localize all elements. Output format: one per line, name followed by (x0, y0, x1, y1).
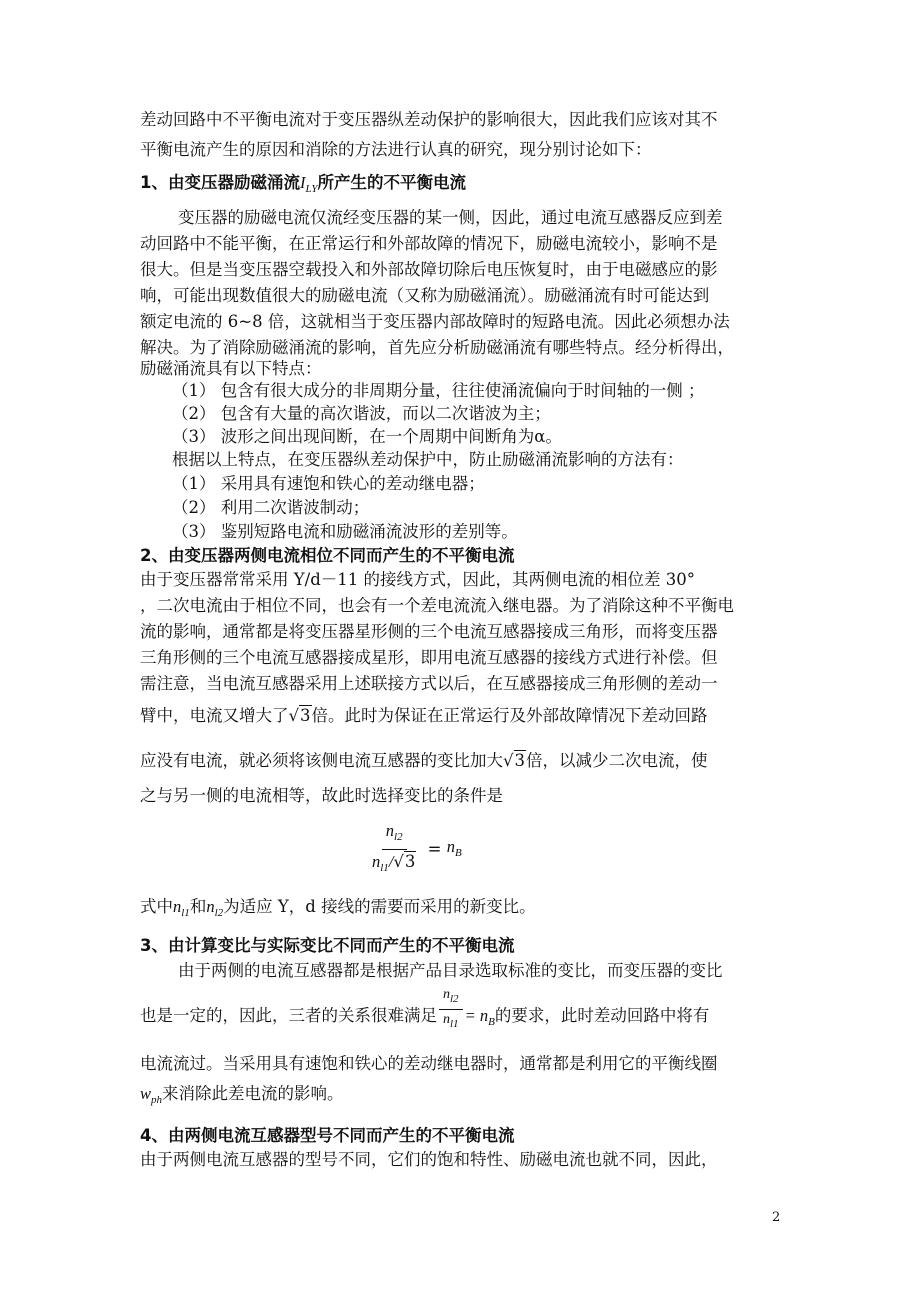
section-1-para-line: 很大。但是当变压器空载投入和外部故障切除后电压恢复时，由于电磁感应的影 (140, 260, 718, 279)
variable-note: 式中$n_{l1}$和$n_{l2}$为适应 Y，d 接线的需要而采用的新变比。 (140, 897, 536, 919)
sqrt-3: √3 (288, 706, 311, 725)
section-1-para-line: 额定电流的 6~8 倍，这就相当于变压器内部故障时的短路电流。因此必须想办法 (140, 312, 730, 331)
section-1-para-line: 解决。为了消除励磁涌流的影响，首先应分析励磁涌流有哪些特点。经分析得出， (140, 338, 734, 357)
section-1-para-line: 动回路中不能平衡，在正常运行和外部故障的情况下，励磁电流较小，影响不是 (140, 234, 718, 253)
page-number: 2 (772, 1210, 781, 1225)
feature-item-2: （2） 包含有大量的高次谐波，而以二次谐波为主； (172, 404, 551, 423)
section-1-heading: 1、由变压器励磁涌流$I_{LY}$所产生的不平衡电流 (140, 173, 466, 195)
section-2-para-line: ，二次电流由于相位不同，也会有一个差电流流入继电器。为了消除这种不平衡电 (140, 596, 734, 615)
section-1-para-line: 响，可能出现数值很大的励磁电流（又称为励磁涌流）。励磁涌流有时可能达到 (140, 286, 710, 305)
section-4-para-line: 由于两侧电流互感器的型号不同，它们的饱和特性、励磁电流也就不同，因此， (140, 1150, 718, 1169)
section-2-para-line: 需注意，当电流互感器采用上述联接方式以后，在互感器接成三角形侧的差动一 (140, 674, 718, 693)
section-2-heading: 2、由变压器两侧电流相位不同而产生的不平衡电流 (140, 546, 515, 565)
section-3-para-line: 电流流过。当采用具有速饱和铁心的差动继电器时，通常都是利用它的平衡线圈 (140, 1054, 718, 1073)
method-item-2: （2） 利用二次谐波制动； (172, 498, 370, 517)
section-2-para-line: 应没有电流，就必须将该侧电流互感器的变比加大√3倍，以减少二次电流，使 (140, 751, 708, 770)
section-3-heading: 3、由计算变比与实际变比不同而产生的不平衡电流 (140, 936, 515, 955)
section-3-para-line: 由于两侧的电流互感器都是根据产品目录选取标准的变比，而变压器的变比 (178, 961, 723, 980)
section-2-para-line: 流的影响，通常都是将变压器星形侧的三个电流互感器接成三角形，而将变压器 (140, 622, 718, 641)
intro-line-2: 平衡电流产生的原因和消除的方法进行认真的研究，现分别讨论如下： (140, 140, 652, 159)
section-2-para-line: 臂中，电流又增大了√3倍。此时为保证在正常运行及外部故障情况下差动回路 (140, 706, 708, 725)
section-4-heading: 4、由两侧电流互感器型号不同而产生的不平衡电流 (140, 1126, 515, 1145)
intro-line-1: 差动回路中不平衡电流对于变压器纵差动保护的影响很大，因此我们应该对其不 (140, 110, 718, 129)
ratio-equation: $\frac{n_{l2}}{n_{l1}/√3}$ = $n_B$ (372, 821, 462, 874)
section-2-para-line: 由于变压器常常采用 Y/d－11 的接线方式，因此，其两侧电流的相位差 30° (140, 570, 695, 589)
feature-item-1: （1） 包含有很大成分的非周期分量，往往使涌流偏向于时间轴的一侧 ； (172, 381, 705, 400)
sqrt-3: √3 (503, 751, 526, 770)
section-1-para-line: 励磁涌流具有以下特点： (140, 359, 322, 378)
section-2-para-line: 三角形侧的三个电流互感器接成星形，即用电流互感器的接线方式进行补偿。但 (140, 648, 718, 667)
method-item-3: （3） 鉴别短路电流和励磁涌流波形的差别等。 (172, 522, 518, 541)
method-item-1: （1） 采用具有速饱和铁心的差动继电器； (172, 474, 485, 493)
section-3-para-line: $w_{ph}$来消除此差电流的影响。 (140, 1084, 344, 1106)
feature-item-3: （3） 波形之间出现间断，在一个周期中间断角为α。 (172, 427, 562, 446)
methods-intro: 根据以上特点，在变压器纵差动保护中，防止励磁涌流影响的方法有： (172, 450, 684, 469)
section-2-para-line: 之与另一侧的电流相等，故此时选择变比的条件是 (140, 786, 503, 805)
section-3-para-line: 也是一定的，因此，三者的关系很难满足 $\frac{n_{l2}}{n_{l1}}$ = $n_B$的要求，此时差动回路中将有 (140, 987, 710, 1030)
section-1-para-line: 变压器的励磁电流仅流经变压器的某一侧，因此，通过电流互感器反应到差 (178, 208, 723, 227)
